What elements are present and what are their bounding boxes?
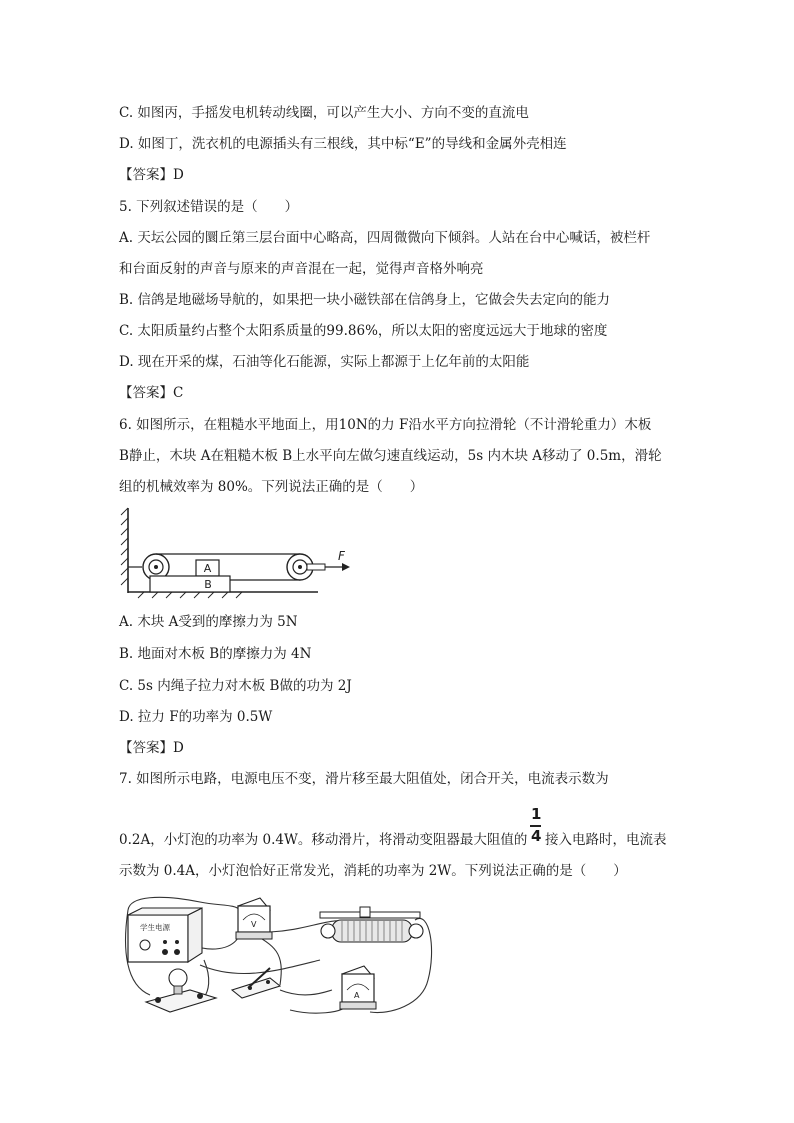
option-c-prev: C. 如图丙，手摇发电机转动线圈，可以产生大小、方向不变的直流电 [119, 105, 529, 121]
q5-option-a-line2: 和台面反射的声音与原来的声音混在一起，觉得声音格外响亮 [119, 261, 484, 277]
question-6-line1: 6. 如图所示，在粗糙水平地面上，用10N的力 F沿水平方向拉滑轮（不计滑轮重力）木板 [119, 417, 652, 433]
option-d-prev: D. 如图丁，洗衣机的电源插头有三根线，其中标“E”的导线和金属外壳相连 [119, 136, 567, 152]
fraction-numerator: 1 [531, 805, 542, 823]
question-7-line2: 0.2A，小灯泡的功率为 0.4W。移动滑片，将滑动变阻器最大阻值的 [119, 832, 528, 848]
answer-4: 【答案】D [119, 167, 184, 183]
q6-option-a: A. 木块 A受到的摩擦力为 5N [119, 614, 298, 630]
question-5: 5. 下列叙述错误的是（ ） [119, 199, 299, 215]
question-7-line1: 7. 如图所示电路，电源电压不变，滑片移至最大阻值处，闭合开关，电流表示数为 [119, 771, 609, 787]
q6-option-b: B. 地面对木板 B的摩擦力为 4N [119, 646, 312, 662]
q5-option-a-line1: A. 天坛公园的圜丘第三层台面中心略高，四周微微向下倾斜。人站在台中心喊话，被栏杆 [119, 230, 651, 246]
answer-6: 【答案】D [119, 740, 184, 756]
question-7-line2b: 接入电路时，电流表 [545, 832, 667, 848]
block-a-label: A [203, 562, 212, 575]
q5-option-d: D. 现在开采的煤，石油等化石能源，实际上都源于上亿年前的太阳能 [119, 354, 530, 370]
question-7-line3: 示数为 0.4A，小灯泡恰好正常发光，消耗的功率为 2W。下列说法正确的是（ ） [119, 863, 627, 879]
q5-option-b: B. 信鸽是地磁场导航的，如果把一块小磁铁部在信鸽身上，它做会失去定向的能力 [119, 292, 611, 308]
board-b-label: B [204, 578, 212, 591]
pulley-diagram [118, 505, 358, 600]
force-f-label: F [338, 549, 345, 563]
q6-option-c: C. 5s 内绳子拉力对木板 B做的功为 2J [119, 678, 352, 694]
q6-option-d: D. 拉力 F的功率为 0.5W [119, 709, 273, 725]
question-6-line3: 组的机械效率为 80%。下列说法正确的是（ ） [119, 479, 424, 495]
ammeter-label: A [354, 991, 360, 1000]
circuit-diagram [120, 890, 440, 1025]
fraction-denominator: 4 [531, 827, 542, 845]
voltmeter-label: V [251, 920, 257, 929]
question-6-line2: B静止，木块 A在粗糙木板 B上水平向左做匀速直线运动，5s 内木块 A移动了 0.5m，滑轮 [119, 448, 662, 464]
answer-5: 【答案】C [119, 385, 184, 401]
q5-option-c: C. 太阳质量约占整个太阳系质量的99.86%，所以太阳的密度远远大于地球的密度 [119, 323, 608, 339]
power-supply-label: 学生电源 [140, 923, 170, 932]
